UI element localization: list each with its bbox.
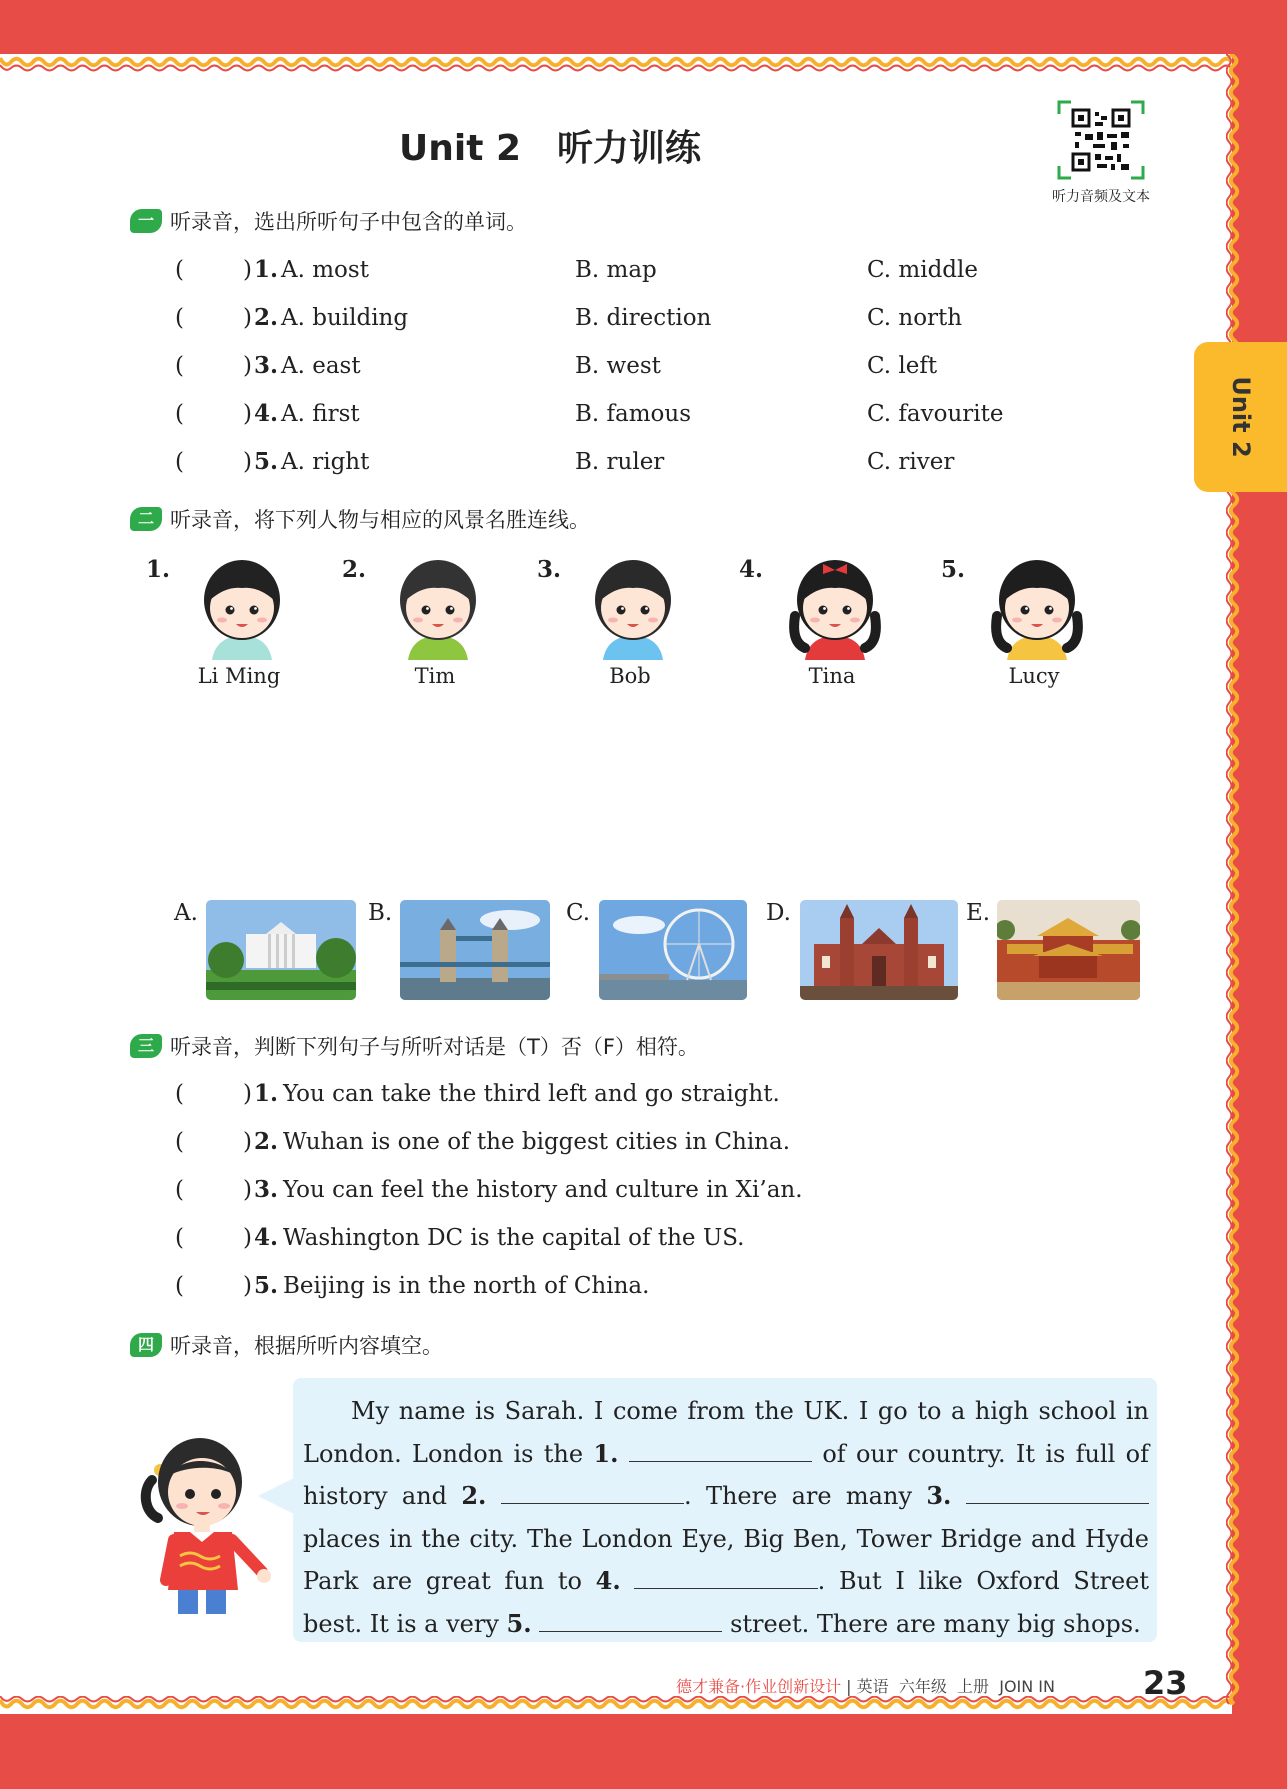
question-row xyxy=(0,396,1100,432)
wavy-border-right xyxy=(1226,54,1244,1714)
section-1-badge: 一 xyxy=(130,209,162,233)
footer-series: JOIN IN xyxy=(999,1677,1055,1696)
forbidden-city-photo xyxy=(997,900,1140,1000)
landmark-label-e: E. xyxy=(966,900,991,926)
answer-paren-close: ) xyxy=(243,257,252,283)
wavy-border-top xyxy=(0,54,1232,72)
answer-paren-open[interactable]: ( xyxy=(175,401,184,427)
answer-paren-open[interactable]: ( xyxy=(175,1081,184,1107)
story-box xyxy=(293,1378,1157,1642)
character-portrait xyxy=(583,556,683,660)
footer-brand: 德才兼备·作业创新设计 xyxy=(676,1677,842,1696)
section-4-badge: 四 xyxy=(130,1333,162,1357)
character-portrait xyxy=(987,556,1087,660)
option-c: C. favourite xyxy=(867,401,1004,427)
character-number: 5. xyxy=(941,556,966,583)
section-2-instruction: 听录音，将下列人物与相应的风景名胜连线。 xyxy=(170,508,590,532)
statement-text: Washington DC is the capital of the US. xyxy=(283,1225,745,1251)
landmark-label-d: D. xyxy=(766,900,791,926)
footer-subject: 英语 xyxy=(856,1677,889,1696)
smithsonian-castle-photo xyxy=(800,900,958,1000)
character-number: 3. xyxy=(537,556,562,583)
option-b: B. direction xyxy=(575,305,712,331)
answer-paren-close: ) xyxy=(243,1177,252,1203)
footer-divider: | xyxy=(841,1677,857,1696)
blank-number-2: 2. xyxy=(461,1481,487,1510)
question-row xyxy=(0,444,1100,480)
statement-text: Beijing is in the north of China. xyxy=(283,1273,650,1299)
landmark-label-b: B. xyxy=(368,900,393,926)
blank-2[interactable] xyxy=(501,1479,684,1504)
blank-number-4: 4. xyxy=(595,1566,621,1595)
white-house-photo xyxy=(206,900,356,1000)
question-number: 2. xyxy=(254,304,279,331)
statement-row xyxy=(0,1172,1100,1208)
answer-paren-close: ) xyxy=(243,401,252,427)
option-b: B. map xyxy=(575,257,657,283)
character-name: Bob xyxy=(609,664,651,688)
character-portrait xyxy=(192,556,292,660)
statement-text: You can feel the history and culture in Xi’an. xyxy=(283,1177,803,1203)
answer-paren-close: ) xyxy=(243,1225,252,1251)
answer-paren-open[interactable]: ( xyxy=(175,1129,184,1155)
question-number: 3. xyxy=(254,352,279,379)
option-b: B. ruler xyxy=(575,449,665,475)
option-c: C. river xyxy=(867,449,955,475)
london-eye-photo xyxy=(599,900,747,1000)
answer-paren-open[interactable]: ( xyxy=(175,449,184,475)
statement-row xyxy=(0,1220,1100,1256)
answer-paren-open[interactable]: ( xyxy=(175,1273,184,1299)
character-portrait xyxy=(388,556,488,660)
landmark-label-a: A. xyxy=(174,900,198,926)
character-name: Tim xyxy=(414,664,456,688)
character-number: 4. xyxy=(739,556,764,583)
story-text-6: street. There are many big shops. xyxy=(722,1609,1141,1638)
answer-paren-open[interactable]: ( xyxy=(175,257,184,283)
character-name: Tina xyxy=(808,664,856,688)
character-name: Li Ming xyxy=(197,664,281,688)
section-2-badge: 二 xyxy=(130,507,162,531)
story-paragraph xyxy=(303,1390,1149,1645)
section-2-heading xyxy=(130,504,590,534)
page-number: 23 xyxy=(1143,1664,1188,1702)
character-4 xyxy=(739,556,897,696)
character-2 xyxy=(342,556,500,696)
question-row xyxy=(0,252,1100,288)
page-title: Unit 2 听力训练 xyxy=(399,128,701,169)
answer-paren-close: ) xyxy=(243,353,252,379)
answer-paren-open[interactable]: ( xyxy=(175,1225,184,1251)
unit-side-tab-label: Unit 2 xyxy=(1226,376,1255,458)
section-4-instruction: 听录音，根据所听内容填空。 xyxy=(170,1334,443,1358)
option-a: A. building xyxy=(281,305,409,331)
question-row xyxy=(0,300,1100,336)
answer-paren-open[interactable]: ( xyxy=(175,1177,184,1203)
section-1-heading xyxy=(130,206,527,236)
answer-paren-close: ) xyxy=(243,1081,252,1107)
option-a: A. most xyxy=(281,257,369,283)
statement-number: 3. xyxy=(254,1176,279,1203)
footer-volume: 上册 xyxy=(957,1677,990,1696)
story-text-4: places in the city. The London Eye, Big Ben, Tower Bridge and Hyde Park are great fun to xyxy=(303,1524,1149,1595)
option-a: A. east xyxy=(281,353,361,379)
answer-paren-close: ) xyxy=(243,1273,252,1299)
story-text-3: . There are many xyxy=(683,1482,927,1510)
section-1-instruction: 听录音，选出所听句子中包含的单词。 xyxy=(170,210,527,234)
statement-text: Wuhan is one of the biggest cities in China. xyxy=(283,1129,791,1155)
question-number: 5. xyxy=(254,448,279,475)
answer-paren-close: ) xyxy=(243,305,252,331)
statement-number: 2. xyxy=(254,1128,279,1155)
story-text-2: of our country. It is full of history and xyxy=(303,1439,1149,1510)
option-c: C. left xyxy=(867,353,938,379)
blank-number-3: 3. xyxy=(926,1481,952,1510)
question-number: 4. xyxy=(254,400,279,427)
character-number: 1. xyxy=(146,556,171,583)
character-number: 2. xyxy=(342,556,367,583)
page-footer xyxy=(676,1674,1055,1697)
qr-code-label: 听力音频及文本 xyxy=(1052,189,1150,205)
footer-grade: 六年级 xyxy=(898,1677,947,1696)
option-b: B. famous xyxy=(575,401,692,427)
statement-row xyxy=(0,1076,1100,1112)
blank-4[interactable] xyxy=(634,1564,817,1589)
question-row xyxy=(0,348,1100,384)
blank-number-5: 5. xyxy=(506,1608,532,1638)
answer-paren-close: ) xyxy=(243,1129,252,1155)
section-3-badge: 三 xyxy=(130,1034,162,1058)
option-a: A. right xyxy=(281,449,370,475)
statement-number: 5. xyxy=(254,1272,279,1299)
story-text-1: My name is Sarah. I come from the UK. I go to a high school in London. London is the xyxy=(303,1397,1149,1468)
section-3-heading xyxy=(130,1031,699,1061)
blank-3[interactable] xyxy=(966,1479,1149,1504)
wavy-border-bottom xyxy=(0,1696,1232,1714)
story-text-5: . But I like Oxford Street best. It is a very xyxy=(303,1567,1149,1638)
blank-5[interactable] xyxy=(539,1607,722,1632)
character-5 xyxy=(941,556,1099,696)
sarah-illustration xyxy=(138,1420,278,1620)
statement-number: 1. xyxy=(254,1080,279,1107)
character-3 xyxy=(537,556,695,696)
option-a: A. first xyxy=(281,401,360,427)
statement-text: You can take the third left and go straight. xyxy=(283,1081,780,1107)
answer-paren-open[interactable]: ( xyxy=(175,353,184,379)
option-b: B. west xyxy=(575,353,661,379)
character-1 xyxy=(146,556,304,696)
answer-paren-close: ) xyxy=(243,449,252,475)
statement-number: 4. xyxy=(254,1224,279,1251)
character-name: Lucy xyxy=(1008,664,1060,688)
speech-bubble-tail xyxy=(258,1478,294,1514)
option-c: C. middle xyxy=(867,257,978,283)
blank-1[interactable] xyxy=(629,1437,812,1462)
tower-bridge-photo xyxy=(400,900,550,1000)
section-4-heading xyxy=(130,1330,443,1360)
option-c: C. north xyxy=(867,305,963,331)
statement-row xyxy=(0,1268,1100,1304)
qr-code-icon[interactable] xyxy=(1057,100,1145,180)
character-portrait xyxy=(785,556,885,660)
landmark-label-c: C. xyxy=(566,900,591,926)
question-number: 1. xyxy=(254,256,279,283)
section-3-instruction: 听录音，判断下列句子与所听对话是（T）否（F）相符。 xyxy=(170,1035,699,1059)
answer-paren-open[interactable]: ( xyxy=(175,305,184,331)
statement-row xyxy=(0,1124,1100,1160)
unit-side-tab xyxy=(1194,342,1287,492)
blank-number-1: 1. xyxy=(593,1438,619,1468)
